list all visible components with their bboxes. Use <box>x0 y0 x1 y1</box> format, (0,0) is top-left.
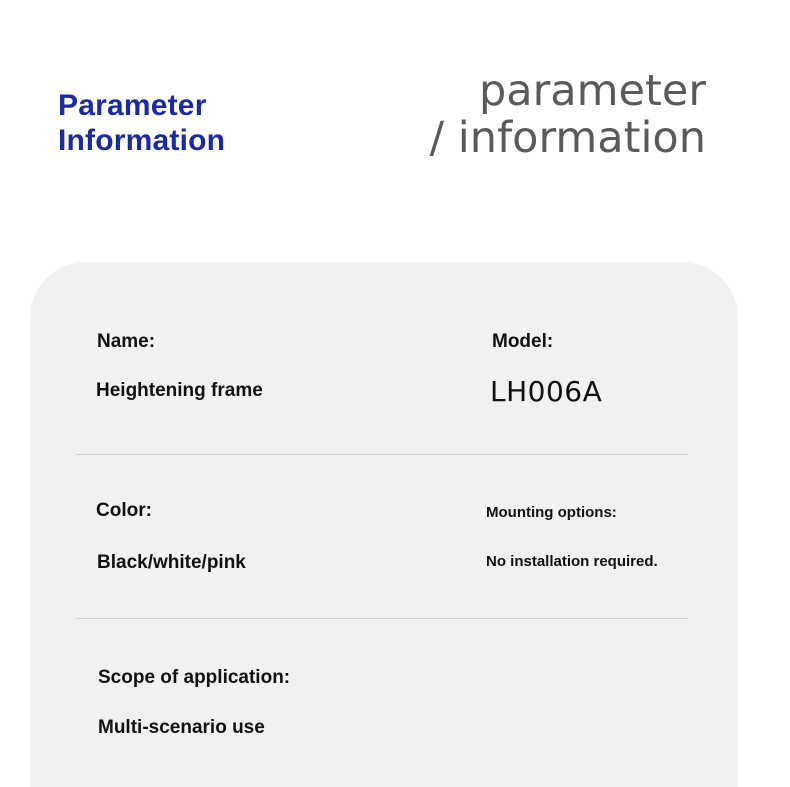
page-title-line1: Parameter <box>58 89 207 122</box>
divider <box>76 454 688 455</box>
page-subtitle <box>430 68 706 162</box>
mounting-options-label: Mounting options: <box>486 504 617 521</box>
page-subtitle-line2: / information <box>429 113 706 163</box>
divider <box>76 618 688 619</box>
scope-value: Multi-scenario use <box>98 717 265 738</box>
name-value: Heightening frame <box>96 380 263 401</box>
page-subtitle-line1: parameter <box>478 66 706 116</box>
name-label: Name: <box>97 331 156 352</box>
page-title <box>58 88 225 158</box>
mounting-options-value: No installation required. <box>486 553 658 570</box>
model-label: Model: <box>492 331 554 352</box>
color-label: Color: <box>96 500 152 521</box>
page-title-line2: Information <box>58 124 226 157</box>
parameter-card <box>30 262 738 787</box>
model-value: LH006A <box>490 375 603 408</box>
color-value: Black/white/pink <box>97 552 246 573</box>
scope-label: Scope of application: <box>98 667 291 688</box>
